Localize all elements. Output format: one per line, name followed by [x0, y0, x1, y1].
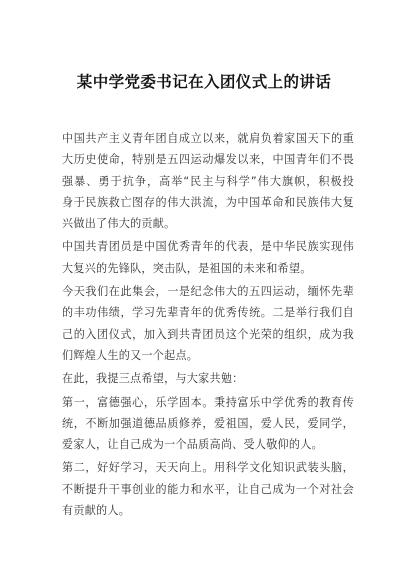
text-line: 第一，富德强心，乐学固本。秉持富乐中学优秀的教育传 [62, 395, 354, 409]
text-line: 不断提升干事创业的能力和水平，让自己成为一个对社会 [62, 482, 354, 496]
text-line: 中国共青团员是中国优秀青年的代表，是中华民族实现伟 [62, 240, 354, 254]
document-title: 某中学党委书记在入团仪式上的讲话 [76, 72, 332, 91]
paragraph-hope-second [62, 457, 354, 521]
text-line: 大历史使命，特别是五四运动爆发以来，中国青年们不畏 [62, 153, 354, 167]
text-line: 有贡献的人。 [62, 504, 131, 518]
text-line: 第二，好好学习，天天向上。用科学文化知识武装头脑， [62, 461, 354, 475]
text-line: 身于民族救亡图存的伟大洪流，为中国革命和民族伟大复 [62, 195, 354, 209]
paragraph-today [62, 281, 354, 366]
paragraph-members [62, 236, 354, 279]
text-line: 的丰功伟绩，学习先辈青年的优秀传统。二是举行我们自 [62, 306, 354, 320]
text-line: 在此，我提三点希望，与大家共勉： [62, 372, 244, 386]
text-line: 爱家人，让自己成为一个品质高尚、受人敬仰的人。 [62, 438, 323, 452]
text-line: 己的入团仪式，加入到共青团员这个光荣的组织，成为我 [62, 327, 354, 341]
text-line: 中国共产主义青年团自成立以来，就肩负着家国天下的重 [62, 132, 354, 145]
text-line: 强暴、勇于抗争，高举“民主与科学”伟大旗帜，积极投 [62, 174, 354, 188]
text-line: 们辉煌人生的又一个起点。 [62, 348, 199, 362]
text-line: 今天我们在此集会，一是纪念伟大的五四运动，缅怀先辈 [62, 285, 354, 299]
text-line: 兴做出了伟大的贡献。 [62, 217, 176, 231]
paragraph-history [62, 128, 354, 234]
paragraph-hope-first [62, 392, 354, 456]
text-line: 统，不断加强道德品质修养，爱祖国，爱人民，爱同学， [62, 416, 354, 430]
document-body [62, 128, 354, 523]
paragraph-hopes-intro [62, 368, 354, 389]
text-line: 大复兴的先锋队，突击队，是祖国的未来和希望。 [62, 261, 312, 275]
